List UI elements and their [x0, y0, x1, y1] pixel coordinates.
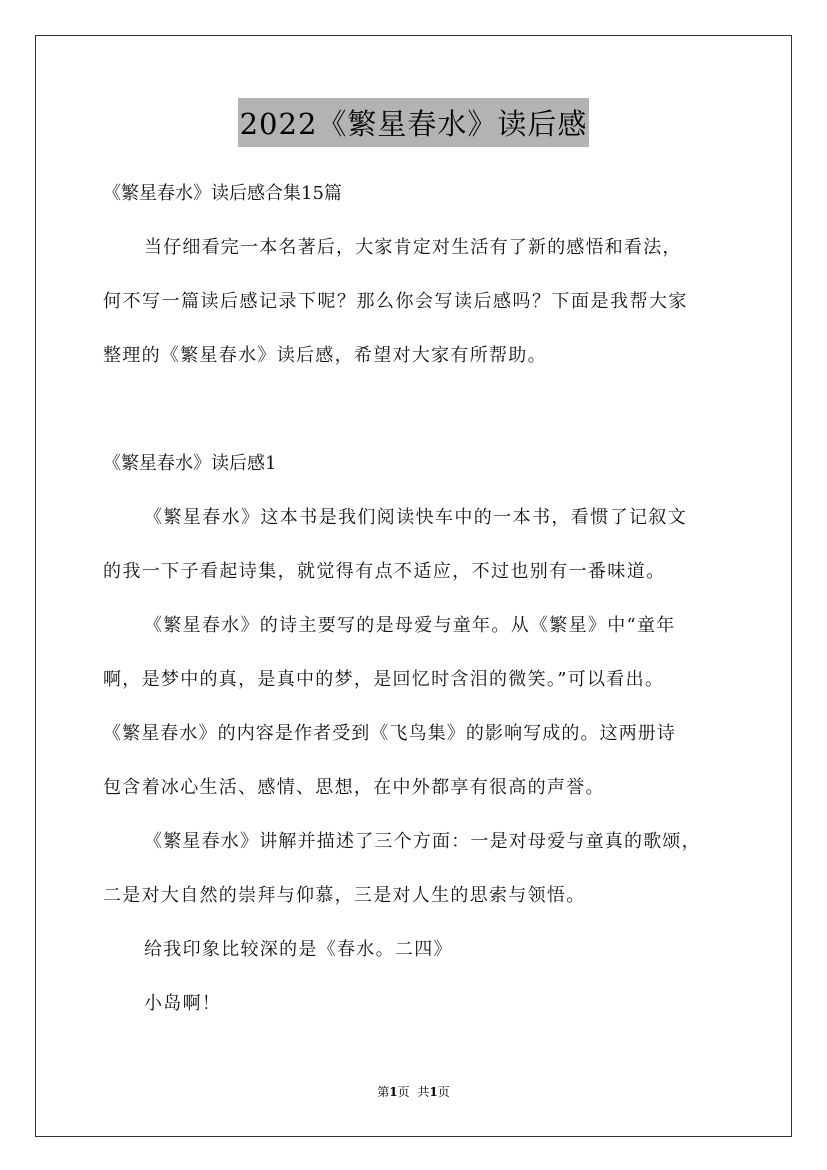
intro-line-3: 整理的《繁星春水》读后感，希望对大家有所帮助。 [103, 345, 547, 366]
body-line-3: 《繁星春水》的诗主要写的是母爱与童年。从《繁星》中“童年 [144, 615, 676, 636]
document-title-block [0, 98, 827, 147]
footer-page-number: 1 [389, 1085, 398, 1099]
body-line-9: 给我印象比较深的是《春水。二四》 [144, 939, 453, 960]
footer-page-suffix: 页 [397, 1085, 410, 1099]
footer-total-pages: 1 [429, 1085, 438, 1099]
document-subtitle: 《繁星春水》读后感合集15篇 [103, 183, 342, 204]
document-title: 2022《繁星春水》读后感 [238, 98, 590, 147]
intro-line-1: 当仔细看完一本名著后，大家肯定对生活有了新的感悟和看法， [144, 237, 682, 258]
body-line-8: 二是对大自然的崇拜与仰慕，三是对人生的思索与领悟。 [103, 885, 586, 906]
footer-prefix: 第 [377, 1085, 390, 1099]
body-line-1: 《繁星春水》这本书是我们阅读快车中的一本书，看惯了记叙文 [144, 507, 688, 528]
body-line-5: 《繁星春水》的内容是作者受到《飞鸟集》的影响写成的。这两册诗 [103, 723, 676, 744]
page-footer [0, 1083, 827, 1100]
body-line-7: 《繁星春水》讲解并描述了三个方面：一是对母爱与童真的歌颂， [144, 831, 701, 852]
section-heading: 《繁星春水》读后感1 [103, 453, 277, 474]
footer-total-suffix: 页 [437, 1085, 450, 1099]
intro-line-2: 何不写一篇读后感记录下呢？那么你会写读后感吗？下面是我帮大家 [103, 291, 688, 312]
body-line-6: 包含着冰心生活、感情、思想，在中外都享有很高的声誉。 [103, 777, 605, 798]
footer-total-prefix: 共 [417, 1085, 430, 1099]
body-line-2: 的我一下子看起诗集，就觉得有点不适应，不过也别有一番味道。 [103, 561, 666, 582]
body-line-10: 小岛啊！ [144, 993, 222, 1014]
body-line-4: 啊，是梦中的真，是真中的梦，是回忆时含泪的微笑。”可以看出。 [103, 669, 665, 690]
